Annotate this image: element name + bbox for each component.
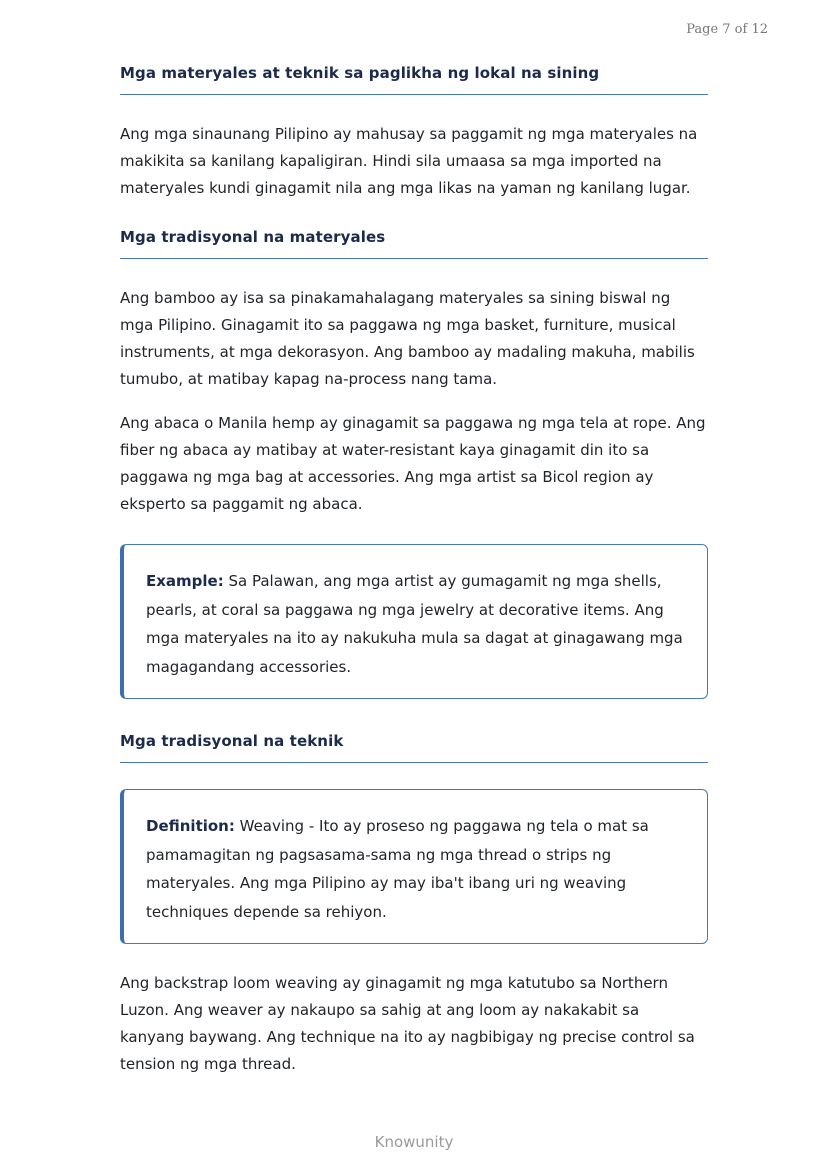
bamboo-paragraph: Ang bamboo ay isa sa pinakamahalagang materyales sa sining biswal ng mga Pilipino. Ginagamit ito sa paggawa ng mga basket, furniture, musical instruments, at mga dekorasyon. Ang bamboo ay madaling makuha, mabilis tumubo, at matibay kapag na-process nang tama. — [120, 289, 695, 388]
definition-body: Weaving - Ito ay proseso ng paggawa ng tela o mat sa pamamagitan ng pagsasama-sama ng mga thread o strips ng materyales. Ang mga Pilipino ay may iba't ibang uri ng weaving techniques depende sa rehiyon. — [146, 817, 649, 921]
definition-label: Definition: — [146, 817, 235, 835]
document-content — [120, 64, 708, 1078]
section-heading-traditional-materials: Mga tradisyonal na materyales — [120, 228, 708, 259]
intro-paragraph: Ang mga sinaunang Pilipino ay mahusay sa paggamit ng mga materyales na makikita sa kanilang kapaligiran. Hindi sila umaasa sa mga imported na materyales kundi ginagamit nila ang mga likas na yaman ng kanilang lugar. — [120, 125, 698, 197]
definition-text — [146, 812, 683, 926]
example-label: Example: — [146, 572, 224, 590]
footer-brand: Knowunity — [374, 1133, 454, 1151]
abaca-paragraph: Ang abaca o Manila hemp ay ginagamit sa paggawa ng mga tela at rope. Ang fiber ng abaca ay matibay at water-resistant kaya ginagamit din ito sa paggawa ng mga bag at accessories. Ang mga artist sa Bicol region ay eksperto sa paggamit ng abaca. — [120, 414, 706, 513]
definition-box — [120, 789, 708, 944]
backstrap-loom-paragraph: Ang backstrap loom weaving ay ginagamit ng mga katutubo sa Northern Luzon. Ang weaver ay nakaupo sa sahig at ang loom ay nakakabit sa kanyang baywang. Ang technique na ito ay nagbibigay ng precise control sa tension ng mga thread. — [120, 974, 695, 1073]
page-number: Page 7 of 12 — [686, 22, 768, 37]
example-text — [146, 567, 683, 681]
example-box — [120, 544, 708, 699]
section-heading-traditional-techniques: Mga tradisyonal na teknik — [120, 732, 708, 763]
example-body: Sa Palawan, ang mga artist ay gumagamit ng mga shells, pearls, at coral sa paggawa ng mga jewelry at decorative items. Ang mga materyales na ito ay nakukuha mula sa dagat at ginagawang mga magagandang accessories. — [146, 572, 683, 676]
section-heading-materials-techniques: Mga materyales at teknik sa paglikha ng lokal na sining — [120, 64, 708, 95]
